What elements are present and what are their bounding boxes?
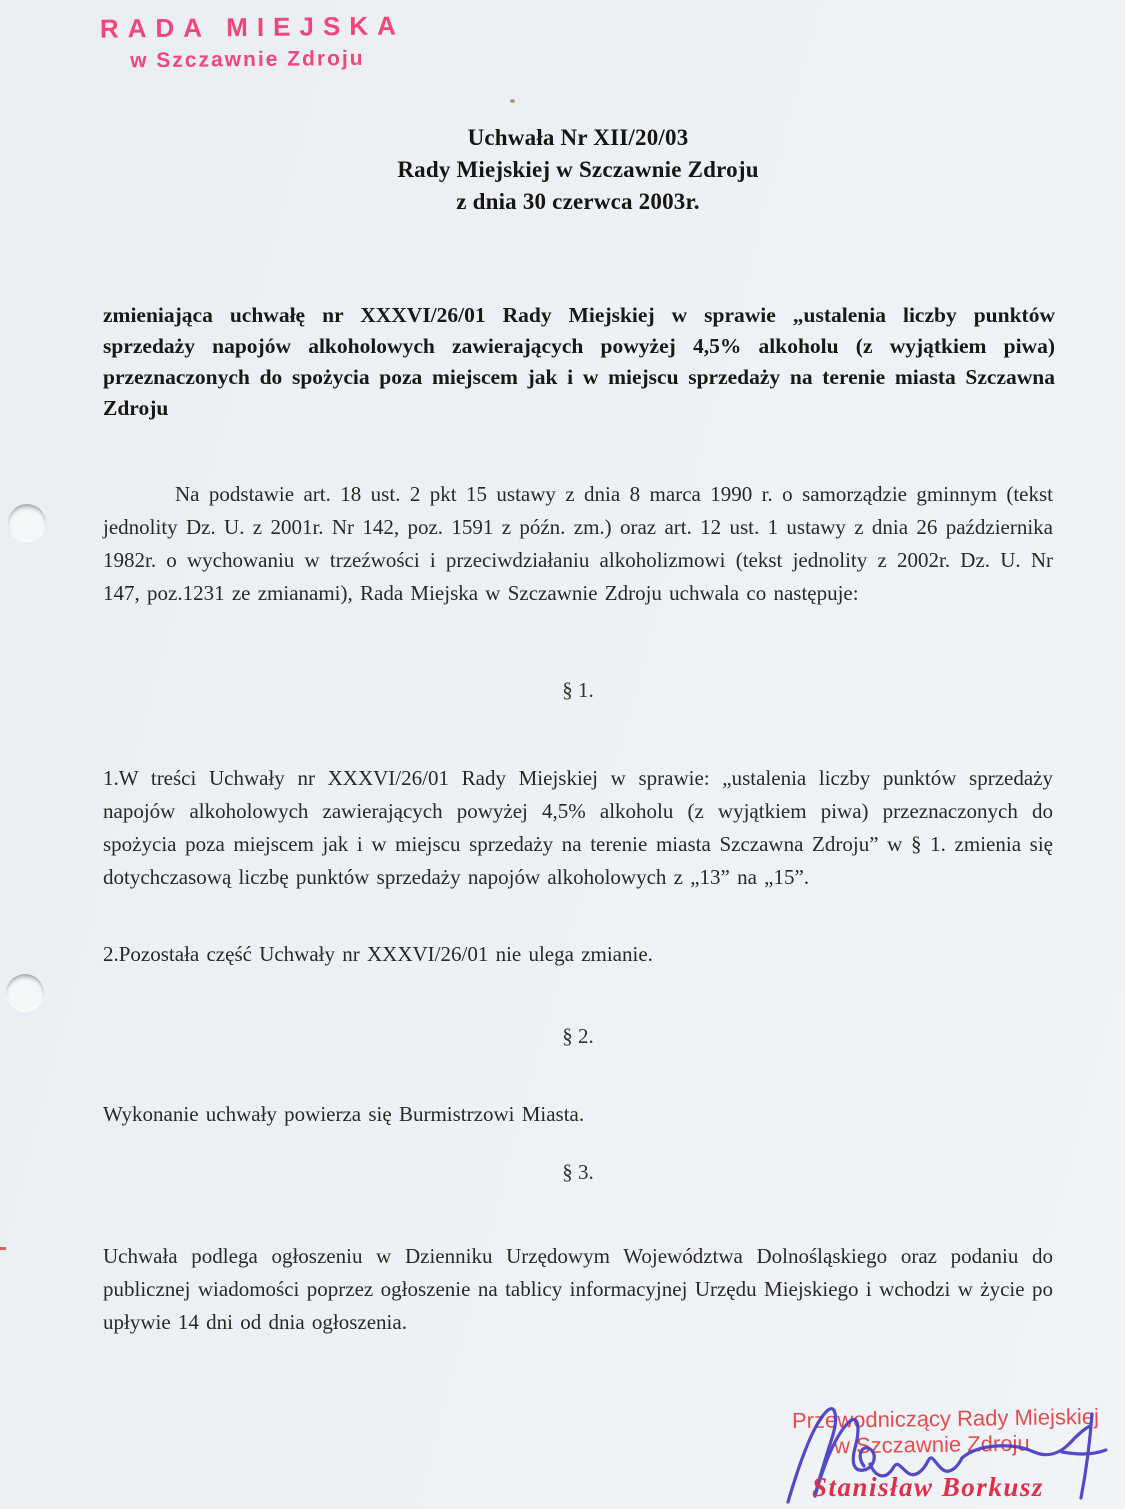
scan-edge-mark (0, 1247, 6, 1250)
council-stamp (100, 10, 406, 73)
punch-hole-top (8, 504, 46, 542)
legal-basis-paragraph: Na podstawie art. 18 ust. 2 pkt 15 ustawy z dnia 8 marca 1990 r. o samorządzie gminnym (tekst jednolity Dz. U. z 2001r. Nr 142, poz. 1591 z późn. zm.) oraz art. 12 ust. 1 ustawy z dnia 26 października 1982r. o wychowaniu w trzeźwości i przeciwdziałaniu alkoholizmowi (tekst jednolity z 2002r. Dz. U. Nr 147, poz.1231 ze zmianami), Rada Miejska w Szczawnie Zdroju uchwala co następuje: (103, 482, 1053, 605)
section-3-paragraph-1: Uchwała podlega ogłoszeniu w Dzienniku Urzędowym Województwa Dolnośląskiego oraz podaniu do publicznej wiadomości poprzez ogłoszenie na tablicy informacyjnej Urzędu Miejskiego i wchodzi w życie po upływie 14 dni od dnia ogłoszenia. (103, 1244, 1053, 1334)
council-stamp-line1: RADA MIEJSKA (99, 10, 405, 44)
chairman-stamp-line1: Przewodniczący Rady Miejskiej (791, 1403, 1100, 1434)
section-2-paragraph-1: Wykonanie uchwały powierza się Burmistrzowi Miasta. (103, 1102, 585, 1126)
section-1-paragraph-1: 1.W treści Uchwały nr XXXVI/26/01 Rady Miejskiej w sprawie: „ustalenia liczby punktów sprzedaży napojów alkoholowych zawierających powyżej 4,5% alkoholu (z wyjątkiem piwa) przeznaczonych do spożycia poza miejscem jak i w miejscu sprzedaży na terenie miasta Szczawna Zdroju” w § 1. zmienia się dotychczasową liczbę punktów sprzedaży napojów alkoholowych z „13” na „15”. (103, 766, 1053, 889)
resolution-date: z dnia 30 czerwca 2003r. (456, 189, 700, 214)
signature-stroke-waves (870, 1426, 1090, 1476)
signature-stroke-cross (1062, 1450, 1106, 1454)
council-stamp-line2: w Szczawnie Zdroju (130, 46, 365, 73)
chairman-name: Stanisław Borkusz (812, 1472, 1044, 1502)
resolution-subject: zmieniająca uchwałę nr XXXVI/26/01 Rady Miejskiej w sprawie „ustalenia liczby punktów sprzedaży napojów alkoholowych zawierających powyżej 4,5% alkoholu (z wyjątkiem piwa) przeznaczonych do spożycia poza miejscem jak i w miejscu sprzedaży na terenie miasta Szczawna Zdroju (103, 303, 1055, 420)
section-2-heading: § 2. (562, 1024, 594, 1048)
resolution-number: Uchwała Nr XII/20/03 (467, 125, 689, 150)
scan-speck (510, 99, 515, 103)
section-3-heading: § 3. (562, 1160, 594, 1184)
resolution-title (103, 122, 1053, 218)
chairman-stamp-line2: w Szczawnie Zdroju (833, 1430, 1030, 1459)
resolution-authority: Rady Miejskiej w Szczawnie Zdroju (397, 157, 759, 182)
punch-hole-bottom (6, 974, 44, 1012)
section-1-heading: § 1. (562, 678, 594, 702)
section-1-paragraph-2: 2.Pozostała część Uchwały nr XXXVI/26/01 nie ulega zmianie. (103, 942, 653, 966)
